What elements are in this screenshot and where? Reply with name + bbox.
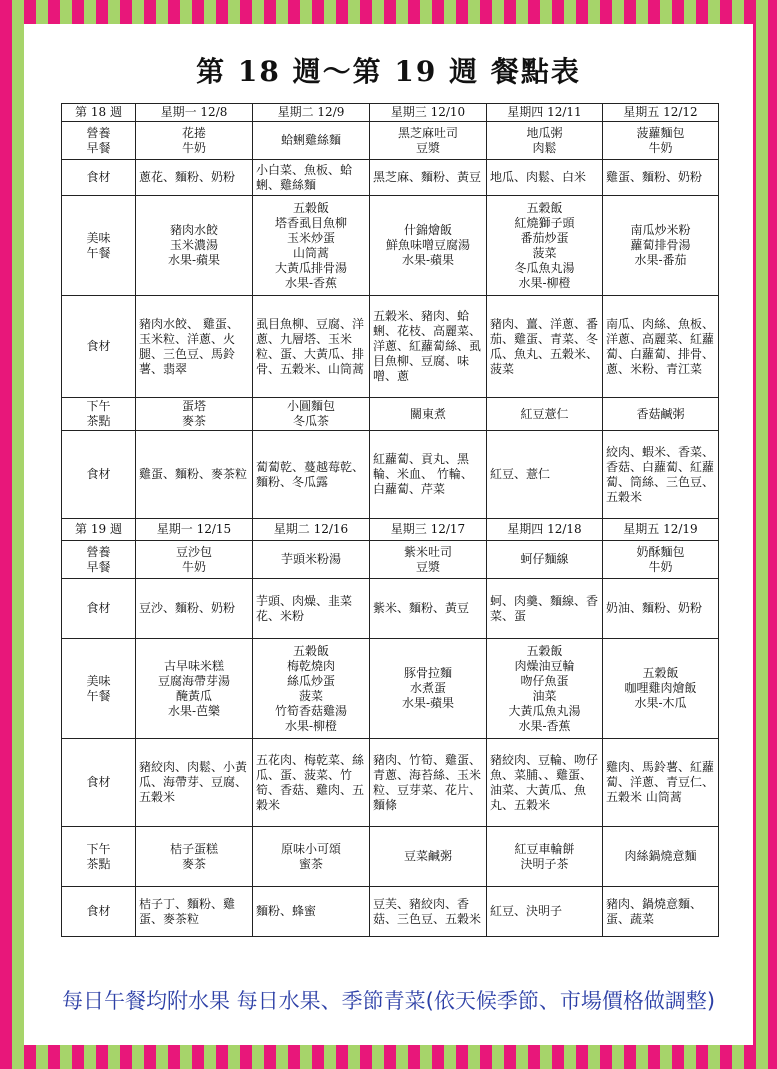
meal-item: 番茄炒蛋 <box>520 230 569 245</box>
meal-cell <box>370 541 487 579</box>
meal-item: 桔子蛋糕 <box>169 841 218 856</box>
ingredients-cell: 蔔蔔乾、蔓越莓乾、麵粉、冬瓜露 <box>253 431 370 519</box>
meal-item: 冬瓜茶 <box>292 414 329 428</box>
ingredients-cell: 黑芝麻、麵粉、黃豆 <box>370 160 487 196</box>
meal-cell <box>603 196 719 296</box>
ingredients-cell: 豆芙、豬絞肉、香菇、三色豆、五穀米 <box>370 887 487 937</box>
meal-item: 五穀飯 <box>526 200 563 215</box>
meal-item: 菠蘿麵包 <box>636 125 685 140</box>
ingredients-cell: 雞蛋、麵粉、麥茶粒 <box>136 431 253 519</box>
lunch-row <box>62 196 719 296</box>
meal-item: 水果-木瓜 <box>634 696 687 710</box>
ingredients-cell: 麵粉、蜂蜜 <box>253 887 370 937</box>
row-label-line: 營養 <box>86 544 111 559</box>
row-label-line: 食材 <box>86 170 111 184</box>
meal-cell <box>487 122 603 160</box>
meal-item: 小圓麵包 <box>286 399 335 413</box>
week-label: 第 19 週 <box>62 519 136 541</box>
row-label <box>62 827 136 887</box>
meal-item: 蘿蔔排骨湯 <box>630 238 691 252</box>
day-header: 星期五 12/12 <box>603 104 719 122</box>
meal-item: 玉米炒蛋 <box>286 230 335 245</box>
meal-cell <box>136 639 253 739</box>
meal-item: 豆沙包 <box>175 544 212 559</box>
meal-item: 紅豆薏仁 <box>520 406 569 421</box>
ingredients-cell: 雞蛋、麵粉、奶粉 <box>603 160 719 196</box>
meal-item: 豆菜鹹粥 <box>403 849 452 863</box>
meal-item: 五穀飯 <box>292 643 329 658</box>
ingredients-cell: 豬肉、鍋燒意麵、蛋、蔬菜 <box>603 887 719 937</box>
row-label <box>62 739 136 827</box>
meal-item: 牛奶 <box>181 140 206 155</box>
meal-cell <box>136 122 253 160</box>
ingredients-cell: 桔子丁、麵粉、雞蛋、麥茶粒 <box>136 887 253 937</box>
meal-item: 水果-蘋果 <box>167 253 221 267</box>
meal-item: 冬瓜魚丸湯 <box>514 260 575 275</box>
snack-ing-row <box>62 431 719 519</box>
meal-cell <box>370 398 487 431</box>
ingredients-cell: 豬絞肉、肉鬆、小黃瓜、海帶芽、豆腐、五穀米 <box>136 739 253 827</box>
day-header: 星期四 12/18 <box>487 519 603 541</box>
meal-item: 大黃瓜魚丸湯 <box>508 703 581 718</box>
row-label-line: 食材 <box>86 904 111 918</box>
ingredients-cell: 紅蘿蔔、貢丸、黑輪、米血、 竹輪、白蘿蔔、芹菜 <box>370 431 487 519</box>
meal-item: 豬肉水餃 <box>169 223 218 237</box>
meal-item: 大黃瓜排骨湯 <box>274 260 347 275</box>
breakfast-ing-row <box>62 579 719 639</box>
footer-note: 每日午餐均附水果 每日水果、季節青菜(依天候季節、市場價格做調整) <box>61 989 716 1013</box>
meal-item: 鮮魚味噌豆腐湯 <box>385 238 470 252</box>
ingredients-cell: 奶油、麵粉、奶粉 <box>603 579 719 639</box>
snack-ing-row <box>62 887 719 937</box>
meal-item: 地瓜粥 <box>526 125 563 140</box>
meal-cell <box>370 196 487 296</box>
meal-item: 牛奶 <box>648 140 673 155</box>
meal-item: 水果-蘋果 <box>401 253 455 267</box>
meal-cell <box>603 541 719 579</box>
ingredients-cell: 五穀米、豬肉、蛤蜊、花枝、高麗菜、洋蔥、紅蘿蔔絲、虱目魚柳、豆腐、味噌、蔥 <box>370 296 487 398</box>
week-label: 第 18 週 <box>62 104 136 122</box>
meal-cell <box>603 639 719 739</box>
row-label-line: 食材 <box>86 601 111 615</box>
meal-item: 菠菜 <box>298 688 323 703</box>
ingredients-cell: 小白菜、魚板、蛤蜊、雞絲麵 <box>253 160 370 196</box>
meal-item: 香菇鹹粥 <box>636 406 685 421</box>
meal-item: 吻仔魚蛋 <box>520 673 569 688</box>
row-label <box>62 579 136 639</box>
meal-cell <box>487 639 603 739</box>
meal-item: 紅燒獅子頭 <box>514 215 575 230</box>
meal-item: 肉鬆 <box>532 140 557 155</box>
meal-item: 水果-香蕉 <box>284 275 338 290</box>
ingredients-cell: 豬肉水餃、 雞蛋、玉米粒、洋蔥、火腿、三色豆、馬鈴薯、翡翠 <box>136 296 253 398</box>
meal-item: 原味小可頌 <box>280 841 341 856</box>
row-label-line: 午餐 <box>86 688 111 703</box>
row-label <box>62 296 136 398</box>
ingredients-cell: 南瓜、肉絲、魚板、洋蔥、高麗菜、紅蘿蔔、白蘿蔔、排骨、蔥、米粉、青江菜 <box>603 296 719 398</box>
meal-item: 五穀飯 <box>292 200 329 215</box>
row-label-line: 早餐 <box>86 559 111 574</box>
meal-cell <box>136 196 253 296</box>
day-header: 星期一 12/8 <box>136 104 253 122</box>
day-header: 星期三 12/17 <box>370 519 487 541</box>
snack-row <box>62 827 719 887</box>
meal-item: 肉絲鍋燒意麵 <box>624 849 697 863</box>
ingredients-cell: 雞肉、馬鈴薯、紅蘿蔔、洋蔥、青豆仁、五穀米 山筒蒿 <box>603 739 719 827</box>
row-label <box>62 639 136 739</box>
row-label-line: 食材 <box>86 339 111 353</box>
row-label <box>62 196 136 296</box>
week-header-row <box>62 104 719 122</box>
week-header-row <box>62 519 719 541</box>
meal-item: 豆漿 <box>415 140 440 155</box>
row-label-line: 下午 <box>86 841 111 856</box>
meal-item: 牛奶 <box>648 559 673 574</box>
meal-item: 竹筍香菇雞湯 <box>274 703 347 718</box>
meal-cell <box>370 639 487 739</box>
row-label-line: 茶點 <box>86 414 111 428</box>
meal-cell <box>136 827 253 887</box>
row-label <box>62 122 136 160</box>
meal-schedule-table <box>61 103 719 937</box>
meal-item: 水果-柳橙 <box>518 275 571 290</box>
meal-item: 醃黃瓜 <box>175 688 212 703</box>
meal-item: 五穀飯 <box>642 666 679 680</box>
breakfast-ing-row <box>62 160 719 196</box>
ingredients-cell: 蚵、肉羹、麵線、香菜、蛋 <box>487 579 603 639</box>
row-label-line: 午餐 <box>86 245 111 260</box>
day-header: 星期二 12/9 <box>253 104 370 122</box>
meal-item: 豚骨拉麵 <box>403 666 452 680</box>
meal-cell <box>253 122 370 160</box>
day-header: 星期二 12/16 <box>253 519 370 541</box>
breakfast-row <box>62 122 719 160</box>
meal-cell <box>253 541 370 579</box>
meal-item: 黑芝麻吐司 <box>397 125 458 140</box>
meal-cell <box>487 196 603 296</box>
meal-item: 塔香虱目魚柳 <box>274 215 347 230</box>
ingredients-cell: 豬肉、薑、洋蔥、番茄、雞蛋、青菜、冬瓜、魚丸、五穀米、菠菜 <box>487 296 603 398</box>
meal-item: 水果-蘋果 <box>401 696 455 710</box>
meal-item: 絲瓜炒蛋 <box>286 673 335 688</box>
row-label-line: 美味 <box>86 230 111 245</box>
day-header: 星期四 12/11 <box>487 104 603 122</box>
meal-item: 菠菜 <box>532 245 557 260</box>
meal-cell <box>370 827 487 887</box>
ingredients-cell: 蔥花、麵粉、奶粉 <box>136 160 253 196</box>
meal-cell <box>603 398 719 431</box>
meal-item: 水果-芭樂 <box>167 703 221 718</box>
meal-item: 南瓜炒米粉 <box>630 223 691 237</box>
meal-cell <box>487 541 603 579</box>
ingredients-cell: 虱目魚柳、豆腐、洋蔥、九層塔、玉米粒、蛋、大黃瓜、排骨、五穀米、山筒蒿 <box>253 296 370 398</box>
meal-item: 芋頭米粉湯 <box>280 552 341 566</box>
meal-cell <box>487 827 603 887</box>
meal-item: 豆腐海帶芽湯 <box>157 673 230 688</box>
meal-cell <box>370 122 487 160</box>
row-label <box>62 541 136 579</box>
meal-item: 紅豆車輪餅 <box>514 841 575 856</box>
meal-item: 五穀飯 <box>526 643 563 658</box>
breakfast-row <box>62 541 719 579</box>
lunch-ing-row <box>62 739 719 827</box>
meal-item: 油菜 <box>532 688 557 703</box>
meal-item: 咖哩雞肉燴飯 <box>624 681 697 695</box>
snack-row <box>62 398 719 431</box>
meal-cell <box>136 541 253 579</box>
meal-item: 麥茶 <box>181 856 206 871</box>
day-header: 星期三 12/10 <box>370 104 487 122</box>
meal-cell <box>136 398 253 431</box>
row-label <box>62 887 136 937</box>
lunch-row <box>62 639 719 739</box>
day-header: 星期五 12/19 <box>603 519 719 541</box>
row-label-line: 茶點 <box>86 856 111 871</box>
row-label-line: 食材 <box>86 775 111 789</box>
row-label <box>62 160 136 196</box>
meal-item: 玉米濃湯 <box>169 238 218 252</box>
row-label <box>62 431 136 519</box>
meal-item: 水煮蛋 <box>409 681 446 695</box>
meal-item: 古早味米糕 <box>163 658 224 673</box>
meal-item: 梅乾燒肉 <box>286 658 335 673</box>
meal-item: 花捲 <box>181 125 206 140</box>
row-label-line: 食材 <box>86 467 111 481</box>
meal-cell <box>603 827 719 887</box>
ingredients-cell: 芋頭、肉燥、韭菜花、米粉 <box>253 579 370 639</box>
meal-cell <box>603 122 719 160</box>
page-title: 第 18 週～第 19 週 餐點表 <box>196 55 581 88</box>
meal-item: 肉燥油豆輪 <box>514 658 575 673</box>
meal-cell <box>253 827 370 887</box>
ingredients-cell: 絞肉、蝦米、香菜、香菇、白蘿蔔、紅蘿蔔、筒絲、三色豆、五穀米 <box>603 431 719 519</box>
meal-item: 決明子茶 <box>520 856 569 871</box>
meal-item: 豆漿 <box>415 559 440 574</box>
meal-item: 牛奶 <box>181 559 206 574</box>
ingredients-cell: 豬肉、竹筍、雞蛋、青蔥、海苔絲、玉米粒、豆芽菜、花片、麵條 <box>370 739 487 827</box>
meal-item: 蚵仔麵線 <box>520 552 569 566</box>
meal-item: 水果-柳橙 <box>284 718 338 733</box>
meal-item: 蜜茶 <box>298 856 323 871</box>
meal-cell <box>253 398 370 431</box>
lunch-ing-row <box>62 296 719 398</box>
meal-item: 什錦燴飯 <box>403 223 452 237</box>
row-label <box>62 398 136 431</box>
meal-item: 蛤蜊雞絲麵 <box>280 133 341 147</box>
row-label-line: 早餐 <box>86 140 111 155</box>
meal-item: 紫米吐司 <box>403 544 452 559</box>
meal-item: 麥茶 <box>181 414 206 428</box>
ingredients-cell: 紅豆、薏仁 <box>487 431 603 519</box>
meal-cell <box>253 639 370 739</box>
meal-cell <box>487 398 603 431</box>
meal-item: 奶酥麵包 <box>636 544 685 559</box>
ingredients-cell: 豆沙、麵粉、奶粉 <box>136 579 253 639</box>
meal-cell <box>253 196 370 296</box>
meal-item: 山筒蒿 <box>292 245 329 260</box>
row-label-line: 營養 <box>86 125 111 140</box>
meal-item: 關東煮 <box>409 406 446 421</box>
ingredients-cell: 紫米、麵粉、黃豆 <box>370 579 487 639</box>
meal-item: 水果-香蕉 <box>518 718 571 733</box>
meal-item: 蛋塔 <box>181 399 206 413</box>
row-label-line: 美味 <box>86 673 111 688</box>
ingredients-cell: 豬絞肉、豆輪、吻仔魚、菜脯、、雞蛋、油菜、大黃瓜、魚丸、五穀米 <box>487 739 603 827</box>
day-header: 星期一 12/15 <box>136 519 253 541</box>
ingredients-cell: 五花肉、梅乾菜、絲瓜、蛋、菠菜、竹筍、香菇、雞肉、五穀米 <box>253 739 370 827</box>
row-label-line: 下午 <box>86 399 111 413</box>
ingredients-cell: 地瓜、肉鬆、白米 <box>487 160 603 196</box>
ingredients-cell: 紅豆、決明子 <box>487 887 603 937</box>
meal-item: 水果-番茄 <box>634 253 687 267</box>
